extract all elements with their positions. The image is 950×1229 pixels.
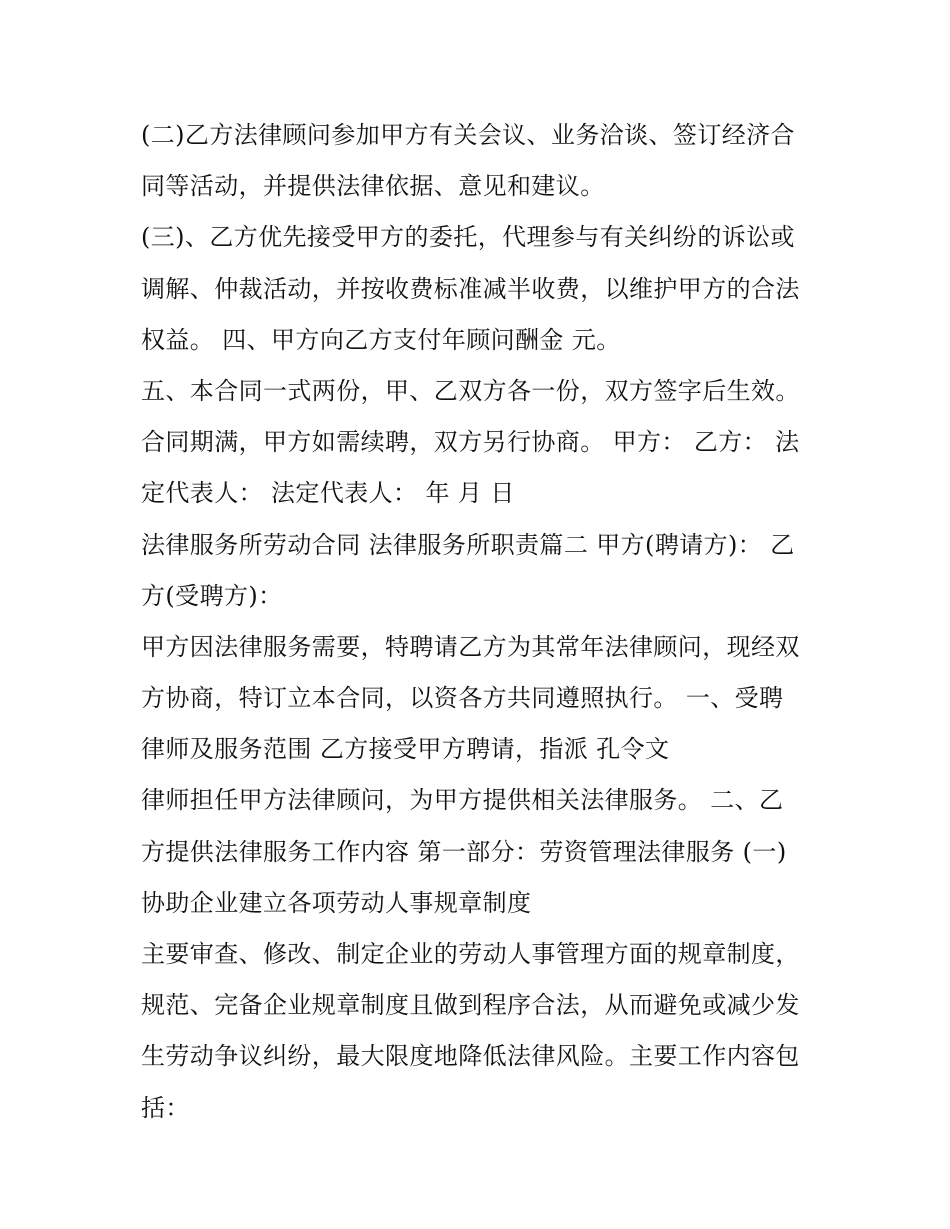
text-line-9: 法律服务所劳动合同 法律服务所职责篇二 甲方(聘请方)： 乙 (141, 530, 795, 559)
text-line-11: 甲方因法律服务需要，特聘请乙方为其常年法律顾问，现经双 (141, 632, 800, 661)
text-line-10: 方(受聘方)： (141, 581, 283, 610)
text-line-17: 主要审查、修改、制定企业的劳动人事管理方面的规章制度， (141, 940, 800, 968)
text-line-12: 方协商，特订立本合同，以资各方共同遵照执行。 一、受聘 (141, 684, 784, 713)
text-line-13: 律师及服务范围 乙方接受甲方聘请，指派 孔令文 (141, 735, 670, 764)
text-line-8: 定代表人： 法定代表人： 年 月 日 (141, 479, 515, 508)
text-line-20: 括： (141, 1093, 190, 1122)
text-line-16: 协助企业建立各项劳动人事规章制度 (141, 888, 532, 917)
text-line-18: 规范、完备企业规章制度且做到程序合法，从而避免或减少发 (141, 991, 800, 1020)
document-body (141, 110, 821, 1134)
text-line-14: 律师担任甲方法律顾问，为甲方提供相关法律服务。 二、乙 (141, 786, 784, 815)
text-line-5: 权益。 四、甲方向乙方支付年顾问酬金 元。 (141, 325, 621, 354)
text-line-2: 同等活动，并提供法律依据、意见和建议。 (141, 172, 605, 201)
text-line-15: 方提供法律服务工作内容 第一部分：劳资管理法律服务 (一) (141, 837, 787, 866)
text-line-3: (三)、乙方优先接受甲方的委托，代理参与有关纠纷的诉讼或 (141, 223, 795, 252)
text-line-4: 调解、仲裁活动，并按收费标准减半收费，以维护甲方的合法 (141, 274, 800, 303)
text-line-19: 生劳动争议纠纷，最大限度地降低法律风险。主要工作内容包 (141, 1042, 800, 1071)
text-line-6: 五、本合同一式两份，甲、乙双方各一份，双方签字后生效。 (141, 376, 800, 405)
text-line-7: 合同期满，甲方如需续聘，双方另行协商。 甲方： 乙方： 法 (141, 428, 800, 457)
text-line-1: (二)乙方法律顾问参加甲方有关会议、业务洽谈、签订经济合 (141, 121, 795, 149)
